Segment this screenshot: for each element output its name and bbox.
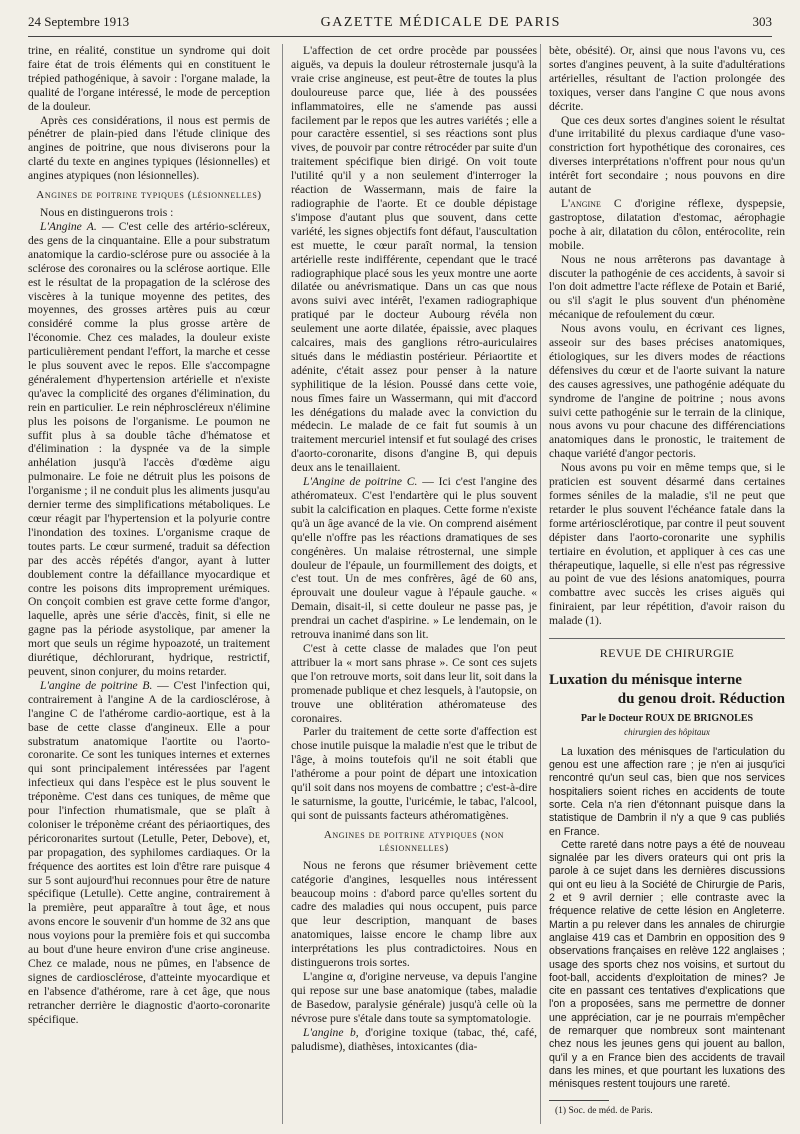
byline-subtitle: chirurgien des hôpitaux <box>624 726 710 737</box>
angine-c-text: — Ici c'est l'angine des athéromateux. C'est l'endartère qui le plus souvent subit la calcification en plaques. Cette forme n'existe qu'à un âge avancé de la vie. On comprend aisément qu'elle n'offre pas les réactions dramatiques de ses congénères. Un malaise rétrosternal, une simple douleur de l'épaule, un fourmillement des doigts, et c'est tout. Un de mes confrères, âgé de 60 ans, éprouvait une douleur vague à l'épaule gauche. « Demain, disait-il, si cette douleur ne passe pas, je prendrai un cachet d'aspirine. » Le lendemain, on le retrouva inanimé dans son lit. <box>291 475 537 642</box>
paragraph: Nous avons voulu, en écrivant ces lignes, asseoir sur des bases précises anatomiques, étiologiques, sur les divers modes de réactions défensives du cœur et de l'aorte suivant la nature des causes agressives, une pathogénie adéquate du syndrome de l'angine de poitrine ; nous avons suivi cette pathogénie sur le terrain de la clinique, nous avons vu pour chacune des différenciations anatomiques dans le pronostic, le traitement de chaque variété d'angor pectoris. <box>549 322 785 461</box>
angine-a-paragraph <box>28 220 270 679</box>
section-heading: Angines de poitrine typiques (lésionnelles) <box>36 189 262 202</box>
angine-c-reflex-label: L'angine C <box>561 196 622 210</box>
paragraph: Nous avons pu voir en même temps que, si le praticien est souvent désarmé dans certaines formes séniles de la maladie, s'il ne peut que retarder le plus souvent l'échéance fatale dans la forme artériosclérotique, par contre il peut souvent dépister dans l'aorto-coronarite une syphilis tertiaire en évolution, et appliquer à ces cas une thérapeutique, laquelle, si elle n'est pas régressive au point de vue des lésions anatomiques, pourra combattre avec succès les crises aiguës qui finiraient, par leur répétition, d'avoir raison du malade (1). <box>549 461 785 628</box>
issue-date: 24 Septembre 1913 <box>28 14 130 29</box>
paragraph: Nous en distinguerons trois : <box>40 206 174 220</box>
paragraph: trine, en réalité, constitue un syndrome qui doit faire état de trois éléments qui en constituent le trépied pathogénique, à savoir : l'organe malade, la qualité de l'organe intéressé, le mode de perception de la douleur. <box>28 44 270 113</box>
column-3 <box>540 44 785 1124</box>
angine-a-label: L'Angine A. <box>40 219 97 233</box>
angine-b-text: — C'est l'infection qui, contrairement à l'angine A de la cardiosclérose, à l'angine C de l'athérome cardio-aortique, est à la base de cette classe d'angineux. Elle a pour substratum anatomique l'aortite ou l'aorto-coronarite. Ce sont les tuniques internes et externes qui sont principalement intéressées par l'agent infectieux qui dans l'espèce est le plus souvent le tréponème. C'est dans ces tuniques, de même que pour l'infection rhumatismale, que se plaît à coloniser le tréponème créant des périaortiques, des péricoronarites surtout (Letulle, Peter, Debove), et, par propagation, des syphilomes cardiaques. Or la fréquence des aortites est loin d'être rare puisque 4 sur 5 sont aujourd'hui reconnues pour être de nature spécifique (Letulle). Cette angine, contrairement à la première, peut apparaître à tout âge, et nous avons encore le souvenir d'un homme de 32 ans que nous voyions pour la première fois et qui succomba au bout d'une heure environ d'une crise angineuse. Chez ce malade, nous ne pûmes, en l'absence de signes de cardiosclérose, d'atteinte myocardique et en l'absence d'athérome, rare à cet âge, que nous retrancher derrière le diagnostic d'aorto-coronarite spécifique. <box>28 678 270 1026</box>
angine-b-label: L'angine de poitrine B. <box>40 678 153 692</box>
paragraph: C'est à cette classe de malades que l'on peut attribuer la « mort sans phrase ». Ce sont ces sujets que l'on retrouve morts, soit dans leur lit, soit dans la promenade publique et chez lesquels, à l'autopsie, on trouve une oblitération athéromateuse des coronaires. <box>291 641 537 725</box>
paragraph: Cette rareté dans notre pays a été de nouveau signalée par les divers orateurs qui ont pris la parole à ce sujet dans les dernières discussions qui ont eu lieu à la Société de Chirurgie de Paris, 2 et 9 avril dernier ; elle contraste avec la fréquence relative de cette lésion en Angleterre. Martin a pu relever dans les annales de chirurgie anglaise 419 cas et Dambrin en opposition des 9 observations françaises en relève 122 anglaises ; usage des sports chez nos voisins, et surtout du foot-ball, accidents d'exploitation de mines? Je cite en passant ces tentatives d'explications que l'on a proposées, sans me permettre de donner une appréciation, car je ne pourrais m'empêcher de remarquer que nombreux sont maintenant chez nous les jeunes gens qui jouent au ballon, qu'il y a en France bien des accidents de travail dans les mines, et que pourtant les luxations des ménisques restent toujours une rareté. <box>549 838 785 1091</box>
paragraph: Nous ne nous arrêterons pas davantage à discuter la pathogénie de ces accidents, à savoir si l'on doit admettre l'acte réflexe de Potain et Barié, ou s'il s'agit le plus souvent d'un phénomène mécanique de refoulement du cœur. <box>549 252 785 322</box>
paragraph: La luxation des ménisques de l'articulation du genou est une affection rare ; je n'en ai jusqu'ici rencontré qu'un seul cas, bien que nos services hospitaliers soient riches en accidents de toute sorte. Cela n'a rien d'étonnant puisque dans la statistique de Dambrin il n'y a que 9 cas publiés en France. <box>549 745 785 838</box>
paragraph: Parler du traitement de cette sorte d'affection est chose inutile puisque la maladie n'est que le tribut de l'âge, à moins toutefois qu'il ne soit établi que l'athérome a pour point de départ une intoxication qu'il soit dans nos moyens de combattre ; c'est-à-dire le saturnisme, la goutte, l'uricémie, le tabac, l'alcool, qui sont de puissants facteurs athéromatigènes. <box>291 725 537 822</box>
angine-b-paragraph <box>28 679 270 1027</box>
paragraph-text: d'origine toxique (tabac, thé, café, paludisme), diathèses, intoxicantes (dia- <box>291 1025 537 1053</box>
angine-c-label: L'Angine de poitrine C. <box>303 475 418 489</box>
journal-title: GAZETTE MÉDICALE DE PARIS <box>320 15 561 30</box>
article-title-line-1: Luxation du ménisque interne <box>549 671 742 688</box>
paragraph: Que ces deux sortes d'angines soient le résultat d'une irritabilité du plexus cardiaque d'une vaso-constriction fort hypothétique des coronaires, ces diverses interprétations n'offrent pour nous qu'un intérêt fort secondaire ; nous pouvons en dire autant de <box>549 113 785 197</box>
paragraph <box>549 197 785 253</box>
article-byline: Par le Docteur ROUX DE BRIGNOLES <box>580 712 754 724</box>
column-2 <box>282 44 537 1124</box>
paragraph: L'angine α, d'origine nerveuse, va depuis l'angine qui repose sur une base anatomique (tabes, maladie de Basedow, paralysie générale) jusqu'à celle où la névrose pure s'étale dans toute sa symptomatologie. <box>291 970 537 1025</box>
paragraph: Nous ne ferons que résumer brièvement cette catégorie d'angines, lesquelles nous intéressent beaucoup moins : d'abord parce qu'elles sortent du cadre des maladies qui nous occupent, puis parce que leur description, manquant de bases anatomiques, laisse encore le champ libre aux interprétations les plus contradictoires. Nous en distinguerons trois sortes. <box>291 858 537 970</box>
paragraph-text: d'origine réflexe, dyspepsie, gastroptose, dilatation d'estomac, aérophagie poche à air, dilatation du côlon, entérocolite, rein mobile. <box>549 196 785 252</box>
angine-b-small-label: L'angine b, <box>303 1025 359 1039</box>
angine-a-text: — C'est celle des artério-scléreux, des gens de la cinquantaine. Elle a pour substratum anatomique la cardio-sclérose pure ou associée à la sclérose des coronaires ou la sclérose aortique. Elle est le résultat de la propagation de la sclérose des viscères à la tunique moyenne des petites, des moyennes, des grosses artères puis au cœur considéré comme la plus grosse artère de l'économie. Chez ces malades, la douleur existe particulièrement pendant l'effort, la marche et cesse le plus souvent avec le repos. Elle s'accompagne généralement d'hypertension artérielle et n'existe qu'avec la complicité des organes d'élimination, du rein en particulier. Le rein néphroscléreux n'élimine plus les poisons de l'organisme. Le poumon ne suffit plus à sa double tâche d'hématose et d'élimination : la dyspnée va de la simple anhélation jusqu'à l'accès d'œdème aigu pulmonaire. Le foie ne détruit plus les poisons de l'organisme ; il ne conduit plus les aliments jusqu'au dernier terme des simplifications métaboliques. Le cœur réagit par l'hypertension et la polyurie contre l'inondation des toxines. L'organisme craque de toutes parts. Le cœur surmené, traduit sa défection par des accès répétés d'angor, ayant à lutter doublement contre la défaillance myocardique et contre les poisons dits improprement urémiques. On conçoit combien est grave cette forme d'angor, laquelle, après une série d'accès, finit, si elle ne gagne pas la période asystolique, par amener la mort que seuls un régime hypoazoté, un traitement diurétique, déchlorurant, hydrique, restrictif, peuvent, sinon conjurer, du moins retarder. <box>28 219 270 678</box>
paragraph: Après ces considérations, il nous est permis de pénétrer de plain-pied dans l'étude clinique des angines de poitrine, que nous diviserons pour la clarté du texte en angines typiques (lésionnelles) et angines atypiques (non lésionnelles). <box>28 113 270 183</box>
footnote-rule <box>549 1100 609 1101</box>
section-heading: Angines de poitrine atypiques (non lésionnelles) <box>323 828 505 854</box>
article-title-line-2: du genou droit. Réduction <box>617 690 785 707</box>
section-title: REVUE DE CHIRURGIE <box>549 638 785 661</box>
footnote: (1) Soc. de méd. de Paris. <box>555 1105 653 1116</box>
paragraph: bète, obésité). Or, ainsi que nous l'avons vu, ces sortes d'angines peuvent, à la suite d'adultérations artérielles, résultant de l'action prolongée des toxiques, verser dans l'angine C que nous avons décrite. <box>549 44 785 113</box>
paragraph <box>291 1026 537 1054</box>
page-header <box>28 14 772 37</box>
paragraph: L'affection de cet ordre procède par poussées aiguës, va depuis la douleur rétrosternale jusqu'à la vraie crise angineuse, est peut-être de toutes la plus douloureuse parce que, liée à des poussées inflammatoires, elle ne s'amende pas aussi facilement par le repos que les autres variétés ; elle a pour caractère essentiel, si ses réactions sont plus vives, de pouvoir par contre rétrocéder par suite d'un traitement spécifique bien dirigé. On voit toute l'utilité qu'il y a non seulement d'interroger la réaction de Wassermann, mais de faire la radiographie de l'aorte. Et ce double dépistage s'impose d'autant plus que souvent, dans cette variété, les signes objectifs font défaut, l'auscultation est muette, le cœur paraît normal, la tension artérielle reste indifférente, cependant que le tracé radiographique placé sous les yeux montre une aorte dilatée ou anévrismatique. Dans un cas que nous avons suivi avec intérêt, l'examen radiographique pratiqué par le docteur Aubourg révéla non seulement une aorte dilatée, épaissie, avec plaques calcaires, mais des ganglions rétro-auriculaires situés dans le médiastin postérieur. Périaortite et adénite, c'était assez pour penser à la nature syphilitique de la lésion. Poussé dans cette voie, nous fîmes faire un Wassermann, qui mit d'accord les dénégations du malade avec la conviction du médecin. Le malade de ce fait fut soumis à un traitement mercuriel intensif et fut soulagé des crises d'aorto-coronarite, disons d'angine B, qui depuis deux ans le tenaillaient. <box>291 44 537 475</box>
page-number: 303 <box>752 14 772 29</box>
angine-c-paragraph <box>291 475 537 642</box>
column-1 <box>28 44 270 1124</box>
